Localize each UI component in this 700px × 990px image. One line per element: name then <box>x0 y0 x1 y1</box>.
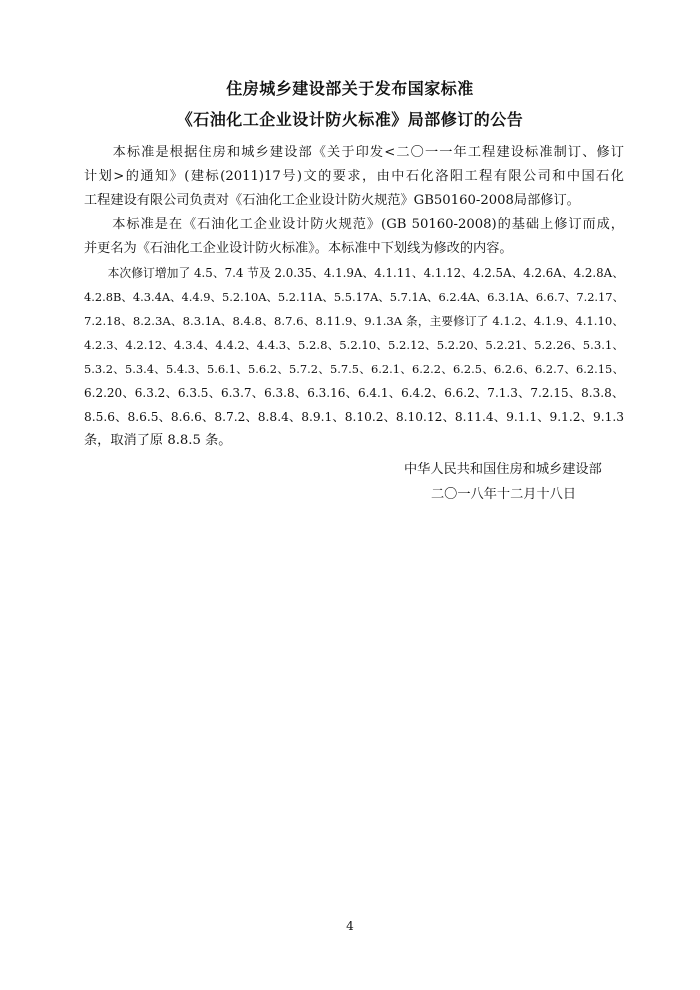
announcement-title-line-2: 《石油化工企业设计防火标准》局部修订的公告 <box>176 110 524 129</box>
paragraph-3-line: 6.2.20、6.3.2、6.3.5、6.3.7、6.3.8、6.3.16、6.4.1、6.4.2、6.6.2、7.1.3、7.2.15、8.3.8、 <box>84 386 624 400</box>
paragraph-3-line: 4.2.3、4.2.12、4.3.4、4.4.2、4.4.3、5.2.8、5.2.10、5.2.12、5.2.20、5.2.21、5.2.26、5.3.1、 <box>84 338 624 352</box>
paragraph-1-line: 本标准是根据住房和城乡建设部《关于印发<二〇一一年工程建设标准制订、修订 <box>84 145 624 160</box>
issuing-authority: 中华人民共和国住房和城乡建设部 <box>404 462 602 477</box>
issue-date: 二〇一八年十二月十八日 <box>431 487 577 502</box>
paragraph-3-line: 5.3.2、5.3.4、5.4.3、5.6.1、5.6.2、5.7.2、5.7.5、6.2.1、6.2.2、6.2.5、6.2.6、6.2.7、6.2.15、 <box>84 362 624 376</box>
paragraph-3-line: 7.2.18、8.2.3A、8.3.1A、8.4.8、8.7.6、8.11.9、9.1.3A 条，主要修订了 4.1.2、4.1.9、4.1.10、 <box>84 314 624 328</box>
paragraph-1-line: 计划>的通知》(建标(2011)17号)文的要求，由中石化洛阳工程有限公司和中国石化 <box>84 169 624 184</box>
paragraph-3-line: 条，取消了原 8.8.5 条。 <box>84 433 232 448</box>
paragraph-3-line: 8.5.6、8.6.5、8.6.6、8.7.2、8.8.4、8.9.1、8.10.2、8.10.12、8.11.4、9.1.1、9.1.2、9.1.3 <box>84 410 624 424</box>
page-number: 4 <box>346 919 354 933</box>
paragraph-2-line: 本标准是在《石油化工企业设计防火规范》(GB 50160-2008)的基础上修订而成， <box>84 217 624 232</box>
announcement-title-line-1: 住房城乡建设部关于发布国家标准 <box>226 79 474 98</box>
paragraph-1-line: 工程建设有限公司负责对《石油化工企业设计防火规范》GB50160-2008局部修订。 <box>84 193 580 208</box>
paragraph-3-line: 4.2.8B、4.3.4A、4.4.9、5.2.10A、5.2.11A、5.5.17A、5.7.1A、6.2.4A、6.3.1A、6.6.7、7.2.17、 <box>84 290 624 304</box>
paragraph-2-line: 并更名为《石油化工企业设计防火标准》。本标准中下划线为修改的内容。 <box>84 241 513 256</box>
paragraph-3-line: 本次修订增加了 4.5、7.4 节及 2.0.35、4.1.9A、4.1.11、4.1.12、4.2.5A、4.2.6A、4.2.8A、 <box>84 266 624 280</box>
